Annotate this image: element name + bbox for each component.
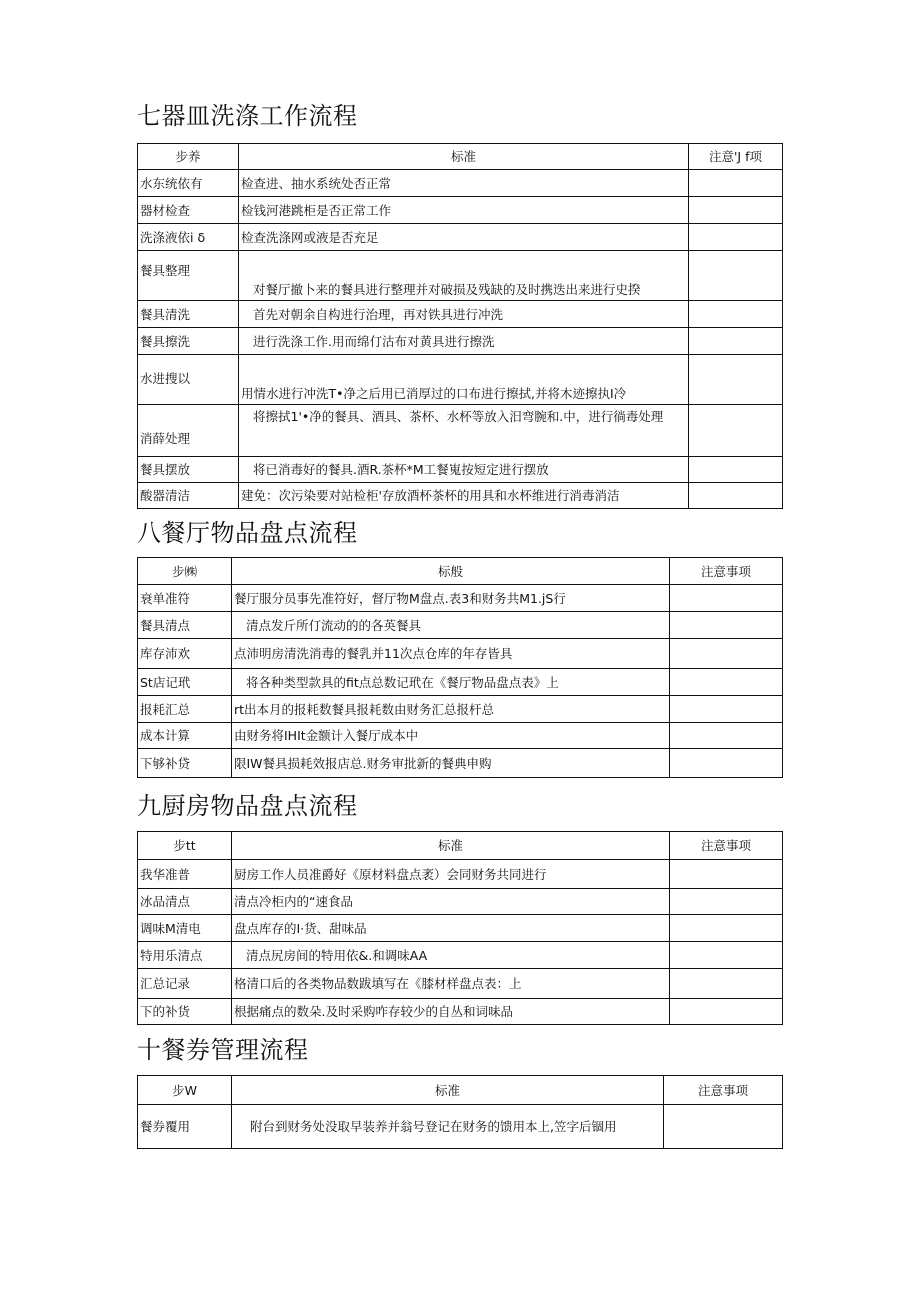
- step-cell: St店记玳: [138, 669, 232, 696]
- table-row: [138, 405, 783, 457]
- table-row: [138, 612, 783, 639]
- header-notes: 注意事项: [670, 558, 783, 585]
- section-dining-inventory: [137, 521, 358, 545]
- standard-cell: 将已消毒好的餐具.酒R.茶杯*M工餐嵬按短定进行摆放: [239, 457, 689, 483]
- standard-cell: 盘点库存的I·货、甜味品: [232, 915, 670, 942]
- table-row: [138, 860, 783, 889]
- step-cell: 水东统依有: [138, 170, 239, 197]
- standard-cell: 点沛明房清洗消毒的餐乳并11次点仓库的年存皆具: [232, 639, 670, 669]
- notes-cell: [670, 585, 783, 612]
- notes-cell: [670, 749, 783, 778]
- table-dishwashing-wrap: [137, 143, 783, 509]
- notes-cell: [670, 612, 783, 639]
- header-notes: 注意事项: [664, 1076, 783, 1105]
- notes-cell: [689, 457, 783, 483]
- notes-cell: [670, 889, 783, 915]
- table-row: [138, 251, 783, 301]
- standard-cell: 检钱河港跳柜是否正常工作: [239, 197, 689, 224]
- step-cell: 水进搜以: [138, 355, 239, 405]
- notes-cell: [689, 224, 783, 251]
- standard-cell: 将擦拭1'•净的餐具、酒具、茶杯、水杯等放入汨弯腕和.中，进行徜毒处理: [239, 405, 689, 457]
- notes-cell: [689, 328, 783, 355]
- step-cell: 成本计算: [138, 723, 232, 749]
- section-title: 九厨房物品盘点流程: [137, 792, 358, 820]
- standard-cell: 清点冷柜内的“速食品: [232, 889, 670, 915]
- step-cell: 消薛处理: [138, 405, 239, 457]
- standard-cell: 清点尻房间的特用依&.和调味AA: [232, 942, 670, 969]
- notes-cell: [689, 355, 783, 405]
- step-cell: 餐具摆放: [138, 457, 239, 483]
- header-step: 步W: [138, 1076, 232, 1105]
- section-title: 八餐厅物品盘点流程: [137, 519, 358, 547]
- table-header-row: [138, 144, 783, 170]
- table-header-row: [138, 558, 783, 585]
- header-standard: 标般: [232, 558, 670, 585]
- step-cell: 库存沛欢: [138, 639, 232, 669]
- table-meal-voucher-wrap: [137, 1075, 783, 1149]
- table-row: [138, 585, 783, 612]
- notes-cell: [689, 251, 783, 301]
- header-step: 步养: [138, 144, 239, 170]
- table-row: [138, 301, 783, 328]
- section-kitchen-inventory: [137, 794, 358, 818]
- header-notes: 注意'J f项: [689, 144, 783, 170]
- table-row: [138, 457, 783, 483]
- table-header-row: [138, 1076, 783, 1105]
- header-step: 步㈱: [138, 558, 232, 585]
- step-cell: 餐具擦洗: [138, 328, 239, 355]
- notes-cell: [670, 669, 783, 696]
- standard-cell: 首先对朝余自构进行治理，再对铁具进行冲洗: [239, 301, 689, 328]
- notes-cell: [670, 860, 783, 889]
- standard-cell: 由财务将IHIt金额计入餐厅成本中: [232, 723, 670, 749]
- notes-cell: [670, 723, 783, 749]
- step-cell: 冰品清点: [138, 889, 232, 915]
- table-row: [138, 639, 783, 669]
- table-row: [138, 355, 783, 405]
- step-cell: 餐券覆用: [138, 1105, 232, 1149]
- standard-cell: 清点发斤所仃流动的的各英餐具: [232, 612, 670, 639]
- section-dishwashing: [137, 104, 358, 128]
- notes-cell: [689, 483, 783, 509]
- header-standard: 标准: [232, 832, 670, 860]
- standard-cell: 进行洗涤工作.用而绵仃沽布对黄具进行擦洗: [239, 328, 689, 355]
- step-cell: 特用乐清点: [138, 942, 232, 969]
- table-row: [138, 915, 783, 942]
- standard-cell: 检查洗涤网或液是否充足: [239, 224, 689, 251]
- table-row: [138, 197, 783, 224]
- header-standard: 标准: [239, 144, 689, 170]
- notes-cell: [664, 1105, 783, 1149]
- header-notes: 注意事项: [670, 832, 783, 860]
- standard-cell: 检查进、抽水系统处否正常: [239, 170, 689, 197]
- notes-cell: [670, 969, 783, 999]
- table-row: [138, 999, 783, 1025]
- standard-cell: 建免：次污染要对站检柜'存放酒杯茶杯的用具和水杯维进行消毒消洁: [239, 483, 689, 509]
- table-row: [138, 224, 783, 251]
- standard-cell: 餐厅服分员事先准符好，督厅物M盘点.表3和财务共M1.jS行: [232, 585, 670, 612]
- table-kitchen-inventory-wrap: [137, 831, 783, 1025]
- header-step: 步tt: [138, 832, 232, 860]
- standard-cell: 将各种类型款具的fit点总数记玳在《餐厅物品盘点表》上: [232, 669, 670, 696]
- table-row: [138, 483, 783, 509]
- table-dining-inventory: [137, 557, 783, 778]
- section-title: 十餐券管理流程: [137, 1036, 309, 1064]
- table-dining-inventory-wrap: [137, 557, 783, 778]
- notes-cell: [670, 639, 783, 669]
- table-row: [138, 170, 783, 197]
- standard-cell: 对餐厅撤卜来的餐具进行整理并对破损及残缺的及时携迭出来进行史揆: [239, 251, 689, 301]
- notes-cell: [670, 915, 783, 942]
- table-dishwashing: [137, 143, 783, 509]
- step-cell: 酸器清洁: [138, 483, 239, 509]
- table-row: [138, 723, 783, 749]
- notes-cell: [670, 942, 783, 969]
- step-cell: 洗涤液依i δ: [138, 224, 239, 251]
- step-cell: 餐具清洗: [138, 301, 239, 328]
- step-cell: 下的补货: [138, 999, 232, 1025]
- step-cell: 餐具整理: [138, 251, 239, 301]
- table-row: [138, 328, 783, 355]
- notes-cell: [670, 696, 783, 723]
- notes-cell: [689, 405, 783, 457]
- table-header-row: [138, 832, 783, 860]
- table-kitchen-inventory: [137, 831, 783, 1025]
- standard-cell: 附台到财务处没取早装养并翁号登记在财务的馈用本上,笠字后锢用: [232, 1105, 664, 1149]
- step-cell: 汇总记录: [138, 969, 232, 999]
- step-cell: 报耗汇总: [138, 696, 232, 723]
- section-title: 七器皿洗涤工作流程: [137, 102, 358, 130]
- standard-cell: 限IW餐具损耗效报店总.财务审批新的餐典申购: [232, 749, 670, 778]
- table-row: [138, 696, 783, 723]
- table-row: [138, 969, 783, 999]
- header-standard: 标准: [232, 1076, 664, 1105]
- step-cell: 餐具清点: [138, 612, 232, 639]
- notes-cell: [689, 197, 783, 224]
- step-cell: 器材检查: [138, 197, 239, 224]
- step-cell: 下够补贷: [138, 749, 232, 778]
- standard-cell: rt出本月的报耗数餐具报耗数由财务汇总报杆总: [232, 696, 670, 723]
- table-meal-voucher: [137, 1075, 783, 1149]
- step-cell: 衰单准符: [138, 585, 232, 612]
- table-row: [138, 749, 783, 778]
- notes-cell: [670, 999, 783, 1025]
- standard-cell: 用情水进行冲洗T•净之后用已消厚过的口布进行擦拭,并将木迹擦执I冷: [239, 355, 689, 405]
- notes-cell: [689, 170, 783, 197]
- section-meal-voucher: [137, 1038, 309, 1062]
- table-row: [138, 669, 783, 696]
- step-cell: 调味M清电: [138, 915, 232, 942]
- step-cell: 我华准普: [138, 860, 232, 889]
- standard-cell: 根据痛点的数朵.及时采购咋存较少的自丛和词味品: [232, 999, 670, 1025]
- standard-cell: 厨房工作人员准爵好《原材料盘点袤）会同财务共同进行: [232, 860, 670, 889]
- table-row: [138, 1105, 783, 1149]
- standard-cell: 格清口后的各类物品数跋填写在《膝材样盘点表：上: [232, 969, 670, 999]
- notes-cell: [689, 301, 783, 328]
- table-row: [138, 889, 783, 915]
- table-row: [138, 942, 783, 969]
